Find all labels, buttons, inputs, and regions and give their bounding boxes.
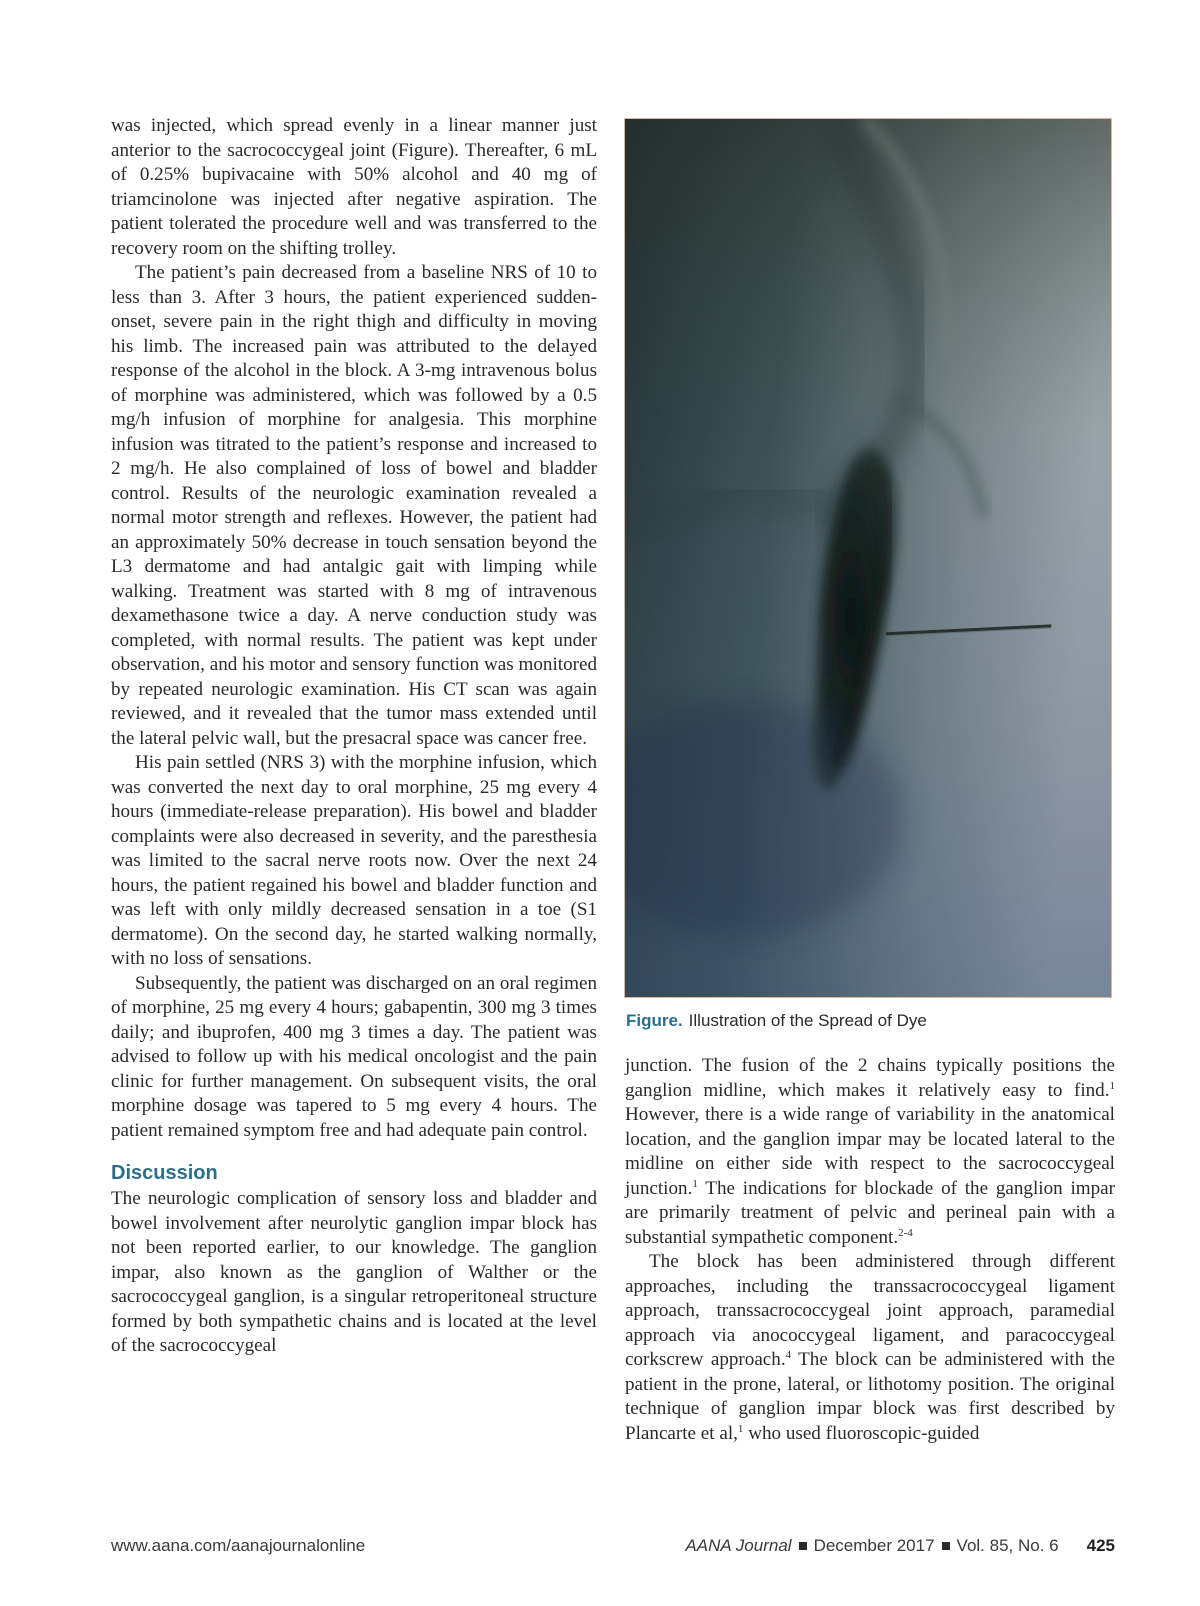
body-paragraph: The neurologic complication of sensory loss and bladder and bowel involvement after neurolytic ganglion impar block has not been reported earlier, to our knowledge. The ganglion impar, also known as the ganglion of Walther or the sacrococcygeal ganglion, is a singular retroperitoneal structure formed by both sympathetic chains and is located at the level of the sacrococcygeal [111, 1188, 597, 1356]
fluoroscopy-figure-image [624, 118, 1112, 998]
figure-caption-text: Illustration of the Spread of Dye [688, 1011, 927, 1030]
paragraph-text: However, there is a wide range of variability in the anatomical location, and the ganglion impar may be located lateral to the midline on either side with respect to the sacrococcygeal junction. [625, 1104, 1115, 1199]
volume-number: Vol. 85, No. 6 [956, 1536, 1059, 1555]
body-paragraph: Subsequently, the patient was discharged on an oral regimen of morphine, 25 mg every 4 hours; gabapentin, 300 mg 3 times daily; and ibuprofen, 400 mg 3 times a day. The patient was advised to follow up with his medical oncologist and the pain clinic for further management. On subsequent visits, the oral morphine dosage was tapered to 5 mg every 4 hours. The patient remained symptom free and had adequate pain control. [111, 972, 597, 1141]
reference-superscript: 1 [692, 1177, 698, 1190]
reference-superscript: 1 [737, 1422, 744, 1435]
body-paragraph: The patient’s pain decreased from a baseline NRS of 10 to less than 3. After 3 hours, the patient experienced sudden-onset, severe pain in the right thigh and difficulty in moving his limb. The increased pain was attributed to the delayed response of the alcohol in the block. A 3-mg intravenous bolus of morphine was administered, which was followed by a 0.5 mg/h infusion of morphine for analgesia. This morphine infusion was titrated to the patient’s response and increased to 2 mg/h. He also complained of loss of bowel and bladder control. Results of the neurologic examination revealed a normal motor strength and reflexes. However, the patient had an approximately 50% decrease in touch sensation beyond the L3 dermatome and had antalgic gait with limping while walking. Treatment was started with 8 mg of intravenous dexamethasone twice a day. A nerve conduction study was completed, with normal results. The patient was kept under observation, and his motor and sensory function was monitored by repeated neurologic examination. His CT scan was again reviewed, and it revealed that the tumor mass extended until the lateral pelvic wall, but the presacral space was cancer free. [111, 262, 597, 749]
footer-citation [685, 1536, 1115, 1556]
square-bullet-icon [799, 1542, 807, 1550]
journal-url: www.aana.com/aanajournalonline [111, 1536, 366, 1555]
reference-superscript: 4 [785, 1349, 792, 1361]
body-paragraph [625, 1054, 1115, 1250]
reference-superscript: 2-4 [898, 1226, 913, 1239]
fluoroscopy-image-drawing [625, 119, 1111, 997]
issue-date: December 2017 [813, 1536, 935, 1555]
figure-caption [626, 1010, 1116, 1032]
reference-superscript: 1 [1109, 1079, 1115, 1092]
paragraph-text: The block can be administered with the patient in the prone, lateral, or lithotomy position. The original technique of ganglion impar block was first described by Plancarte et al, [625, 1349, 1115, 1444]
figure-caption-label: Figure. [626, 1011, 683, 1030]
paragraph-text: The indications for blockade of the ganglion impar are primarily treatment of pelvic and perineal pain with a substantial sympathetic component. [625, 1177, 1115, 1248]
body-paragraph: was injected, which spread evenly in a linear manner just anterior to the sacrococcygeal joint (Figure). Thereafter, 6 mL of 0.25% bupivacaine with 50% alcohol and 40 mg of triamcinolone was injected after negative aspiration. The patient tolerated the procedure well and was transferred to the recovery room on the shifting trolley. [111, 115, 597, 259]
section-heading-discussion: Discussion [111, 1162, 218, 1184]
left-text-column [111, 114, 597, 1359]
body-paragraph [625, 1250, 1115, 1446]
square-bullet-icon [942, 1542, 950, 1550]
page-number: 425 [1086, 1536, 1115, 1555]
paragraph-text: The block has been administered through different approaches, including the transsacrococcygeal ligament approach, transsacrococcygeal joint approach, paramedial approach via anococcygeal ligament, and paracoccygeal corkscrew approach. [625, 1251, 1115, 1370]
right-text-column [625, 1054, 1115, 1446]
body-paragraph: His pain settled (NRS 3) with the morphine infusion, which was converted the next day to oral morphine, 25 mg every 4 hours (immediate-release preparation). His bowel and bladder complaints were also decreased in severity, and the paresthesia was limited to the sacral nerve roots now. Over the next 24 hours, the patient regained his bowel and bladder function and was left with only mildly decreased sensation in a toe (S1 dermatome). On the second day, he started walking normally, with no loss of sensations. [111, 752, 597, 969]
paragraph-text: junction. The fusion of the 2 chains typically positions the ganglion midline, which makes it relatively easy to find. [625, 1055, 1115, 1101]
paragraph-text: who used fluoroscopic-guided [743, 1422, 980, 1444]
journal-name: AANA Journal [685, 1536, 792, 1555]
